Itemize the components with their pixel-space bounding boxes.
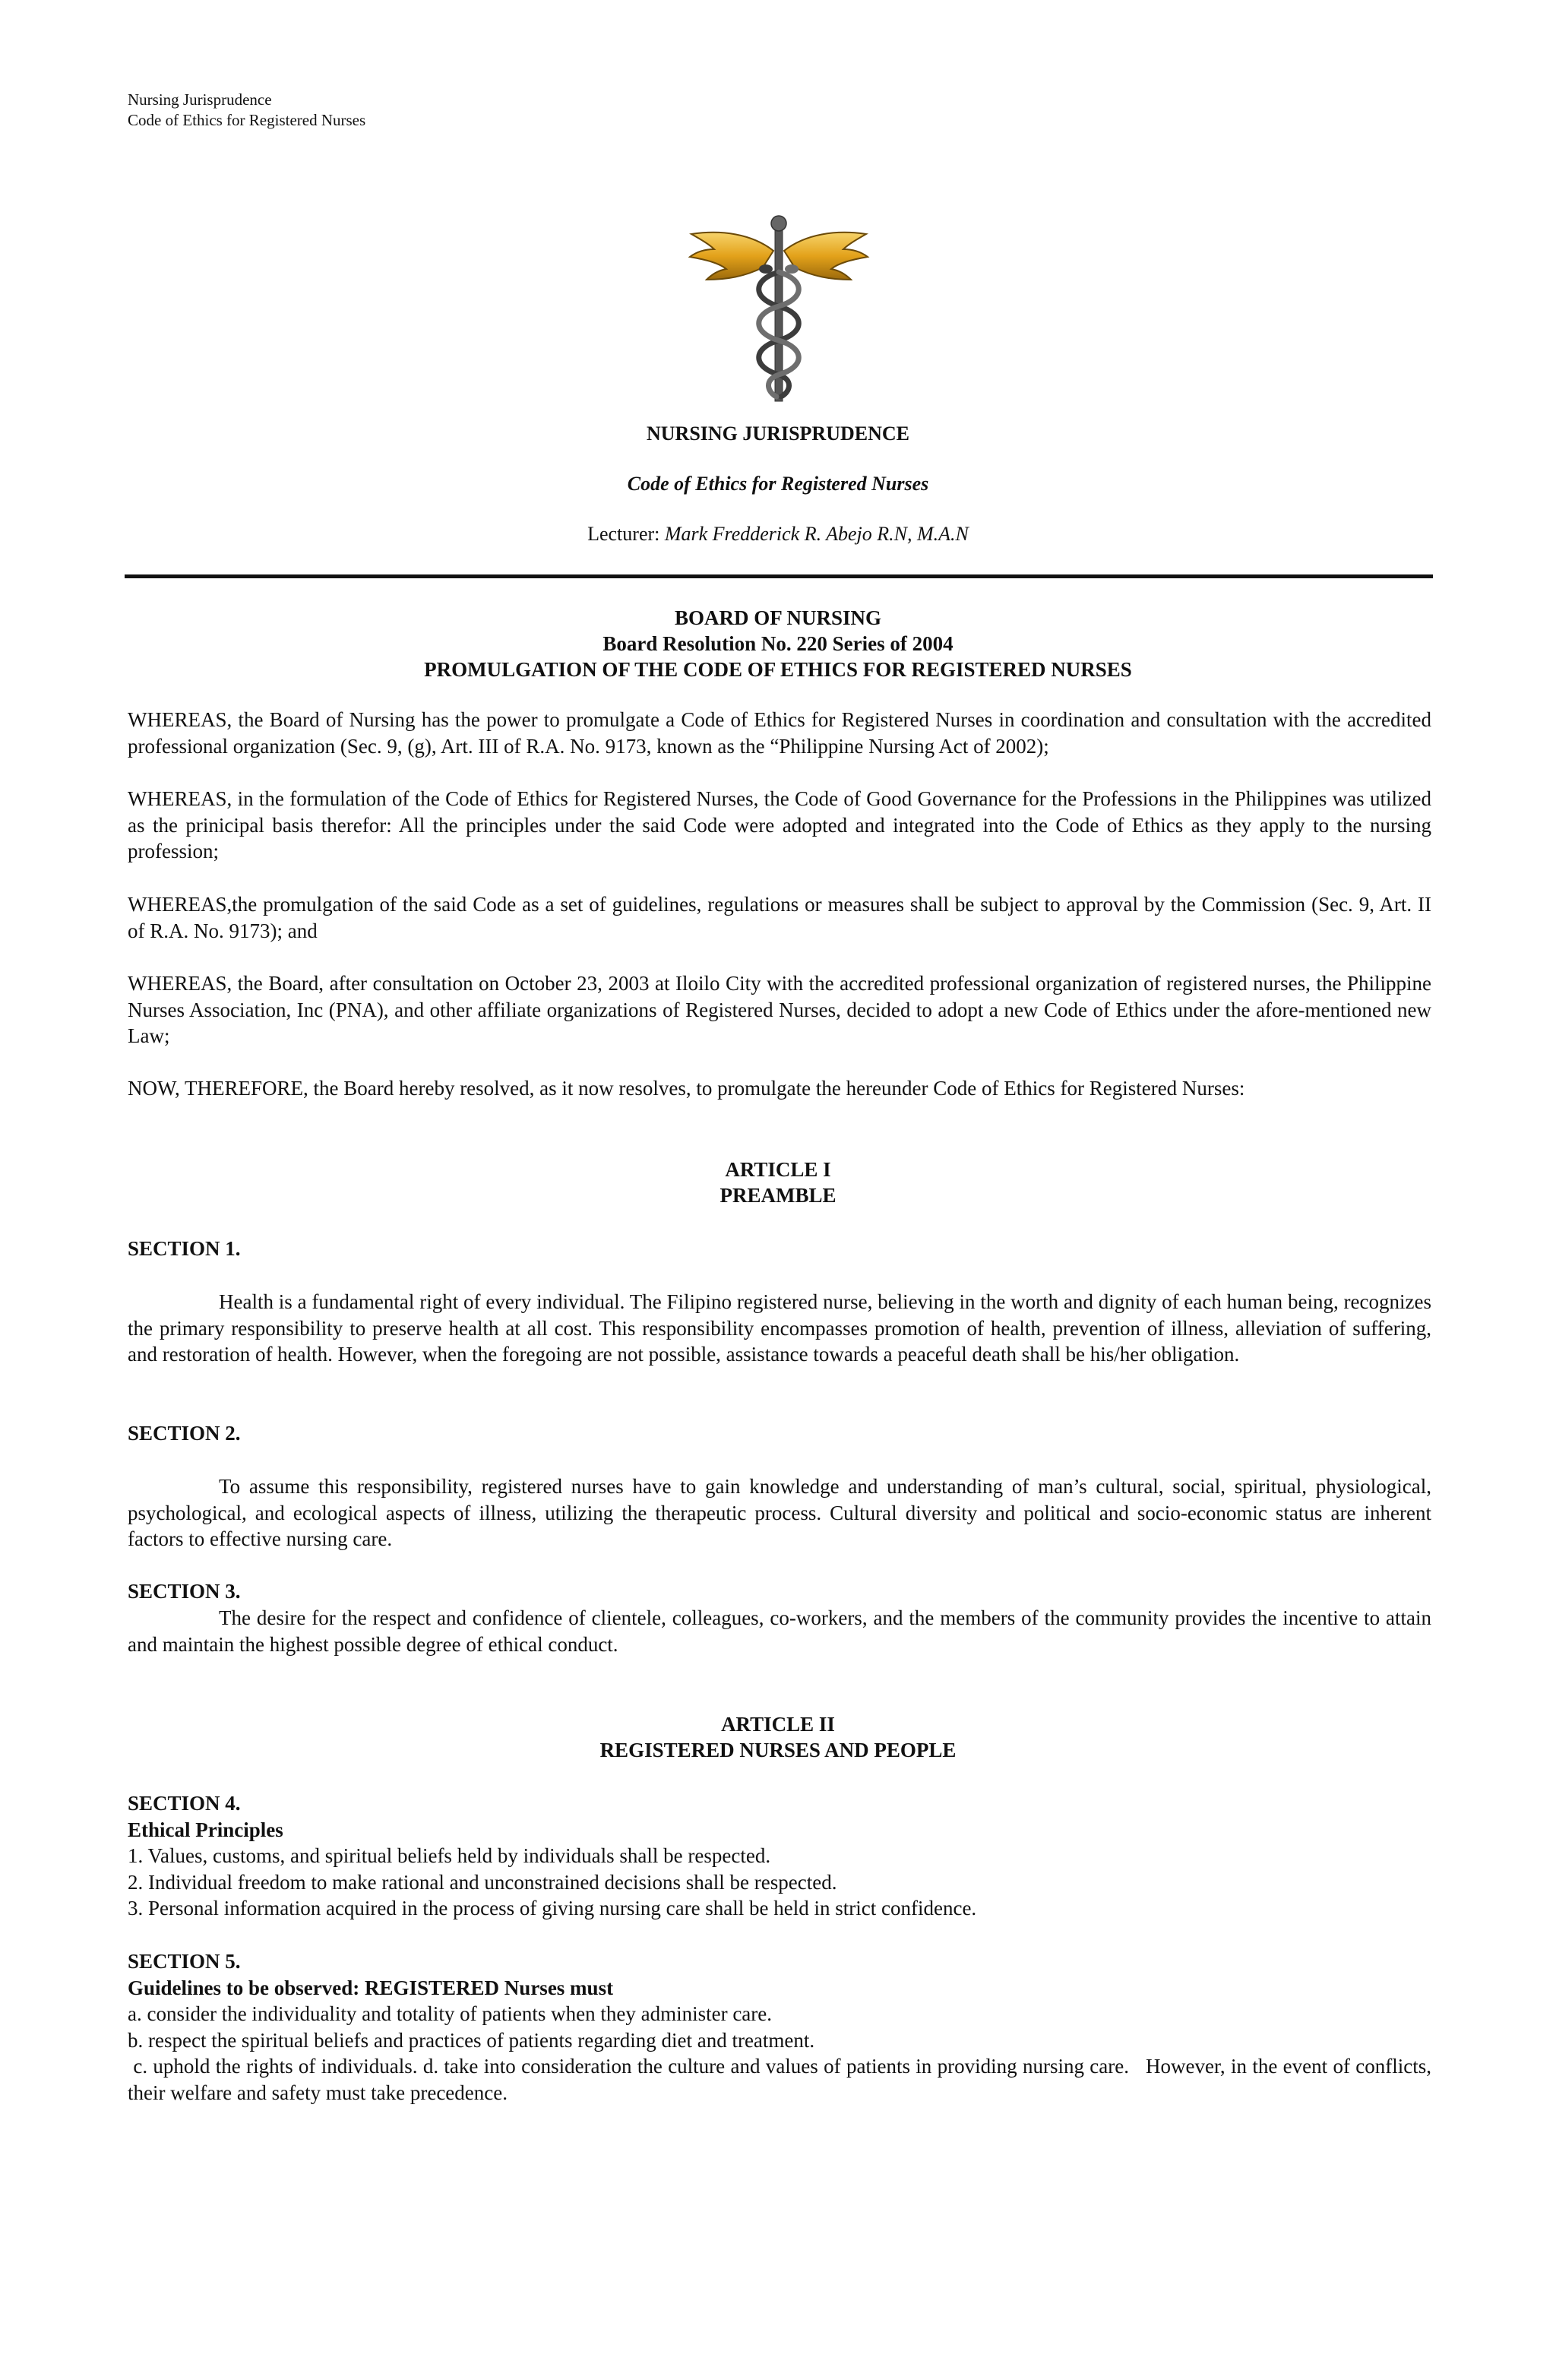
lecturer-line <box>0 523 1556 546</box>
lecturer-label: Lecturer: <box>587 523 660 545</box>
section-5-item-a: a. consider the individuality and totality of patients when they administer care. <box>128 2002 773 2025</box>
section-2-text: To assume this responsibility, registered nurses have to gain knowledge and understanding of man’s cultural, social, spiritual, physiological, psychological, and ecological aspects of illness, utilizing the therapeutic process. Cultural diversity and political and socio-economic status are inherent factors to effective nursing care. <box>128 1475 1431 1550</box>
running-header <box>128 90 365 131</box>
running-header-line-1: Nursing Jurisprudence <box>128 90 272 109</box>
running-header-line-2: Code of Ethics for Registered Nurses <box>128 111 366 129</box>
board-heading-line-3: PROMULGATION OF THE CODE OF ETHICS FOR REGISTERED NURSES <box>424 658 1132 681</box>
article-1-line-1: ARTICLE I <box>725 1158 831 1181</box>
board-heading <box>0 605 1556 682</box>
section-4-item-2: 2. Individual freedom to make rational and unconstrained decisions shall be respected. <box>128 1870 837 1894</box>
section-3-text: The desire for the respect and confidence of clientele, colleagues, co-workers, and the members of the community provides the incentive to attain and maintain the highest possible degree of ethical conduct. <box>128 1606 1431 1656</box>
section-1-heading: SECTION 1. <box>128 1237 241 1260</box>
whereas-paragraph-1: WHEREAS, the Board of Nursing has the power to promulgate a Code of Ethics for Registered Nurses in coordination and consultation with the accredited professional organization (Sec. 9, (g), Art. III of R.A. No. 9173, known as the “Philippine Nursing Act of 2002); <box>128 708 1431 758</box>
section-5-subheading: Guidelines to be observed: REGISTERED Nurses must <box>128 1976 614 1999</box>
article-1-heading <box>0 1157 1556 1208</box>
whereas-paragraph-4: WHEREAS, the Board, after consultation on October 23, 2003 at Iloilo City with the accredited professional organization of registered nurses, the Philippine Nurses Association, Inc (PNA), and other affiliate organizations of Registered Nurses, decided to adopt a new Code of Ethics under the afore-mentioned new Law; <box>128 972 1431 1047</box>
now-therefore-paragraph: NOW, THEREFORE, the Board hereby resolved, as it now resolves, to promulgate the hereunder Code of Ethics for Registered Nurses: <box>128 1077 1245 1100</box>
document-title: NURSING JURISPRUDENCE <box>647 423 909 445</box>
article-2-heading <box>0 1711 1556 1763</box>
section-4-item-3: 3. Personal information acquired in the process of giving nursing care shall be held in strict confidence. <box>128 1897 977 1920</box>
section-3-heading: SECTION 3. <box>128 1580 241 1603</box>
section-5-item-c: c. uphold the rights of individuals. d. take into consideration the culture and values of patients in providing nursing care. However, in the event of conflicts, their welfare and safety must take precedence. <box>128 2055 1437 2104</box>
section-5-item-b: b. respect the spiritual beliefs and practices of patients regarding diet and treatment. <box>128 2028 815 2052</box>
section-5 <box>128 1948 1437 2106</box>
lecturer-name: Mark Fredderick R. Abejo R.N, M.A.N <box>664 523 969 545</box>
section-2-heading: SECTION 2. <box>128 1422 241 1445</box>
board-heading-line-1: BOARD OF NURSING <box>674 606 882 629</box>
article-2-line-1: ARTICLE II <box>721 1713 835 1736</box>
article-1-line-2: PREAMBLE <box>719 1184 837 1207</box>
section-4-subheading: Ethical Principles <box>128 1818 283 1841</box>
board-heading-line-2: Board Resolution No. 220 Series of 2004 <box>602 632 954 655</box>
document-subtitle: Code of Ethics for Registered Nurses <box>627 473 929 495</box>
section-4-heading: SECTION 4. <box>128 1792 241 1815</box>
section-4 <box>128 1790 1431 1922</box>
section-1-text: Health is a fundamental right of every individual. The Filipino registered nurse, believing in the worth and dignity of each human being, recognizes the primary responsibility to preserve health at all cost. This responsibility encompasses promotion of health, prevention of illness, alleviation of suffering, and restoration of health. However, when the foregoing are not possible, assistance towards a peaceful death shall be his/her obligation. <box>128 1290 1431 1366</box>
section-5-heading: SECTION 5. <box>128 1950 241 1973</box>
horizontal-rule <box>125 574 1433 578</box>
whereas-paragraph-2: WHEREAS, in the formulation of the Code of Ethics for Registered Nurses, the Code of Good Governance for the Professions in the Philippines was utilized as the prinicipal basis therefor: All the principles under the said Code were adopted and integrated into the Code of Ethics as they apply to the nursing profession; <box>128 787 1431 862</box>
caduceus-icon <box>676 204 881 409</box>
article-2-line-2: REGISTERED NURSES AND PEOPLE <box>599 1739 957 1761</box>
whereas-paragraph-3: WHEREAS,the promulgation of the said Code as a set of guidelines, regulations or measures shall be subject to approval by the Commission (Sec. 9, Art. II of R.A. No. 9173); and <box>128 893 1431 942</box>
section-4-item-1: 1. Values, customs, and spiritual beliefs held by individuals shall be respected. <box>128 1844 771 1867</box>
